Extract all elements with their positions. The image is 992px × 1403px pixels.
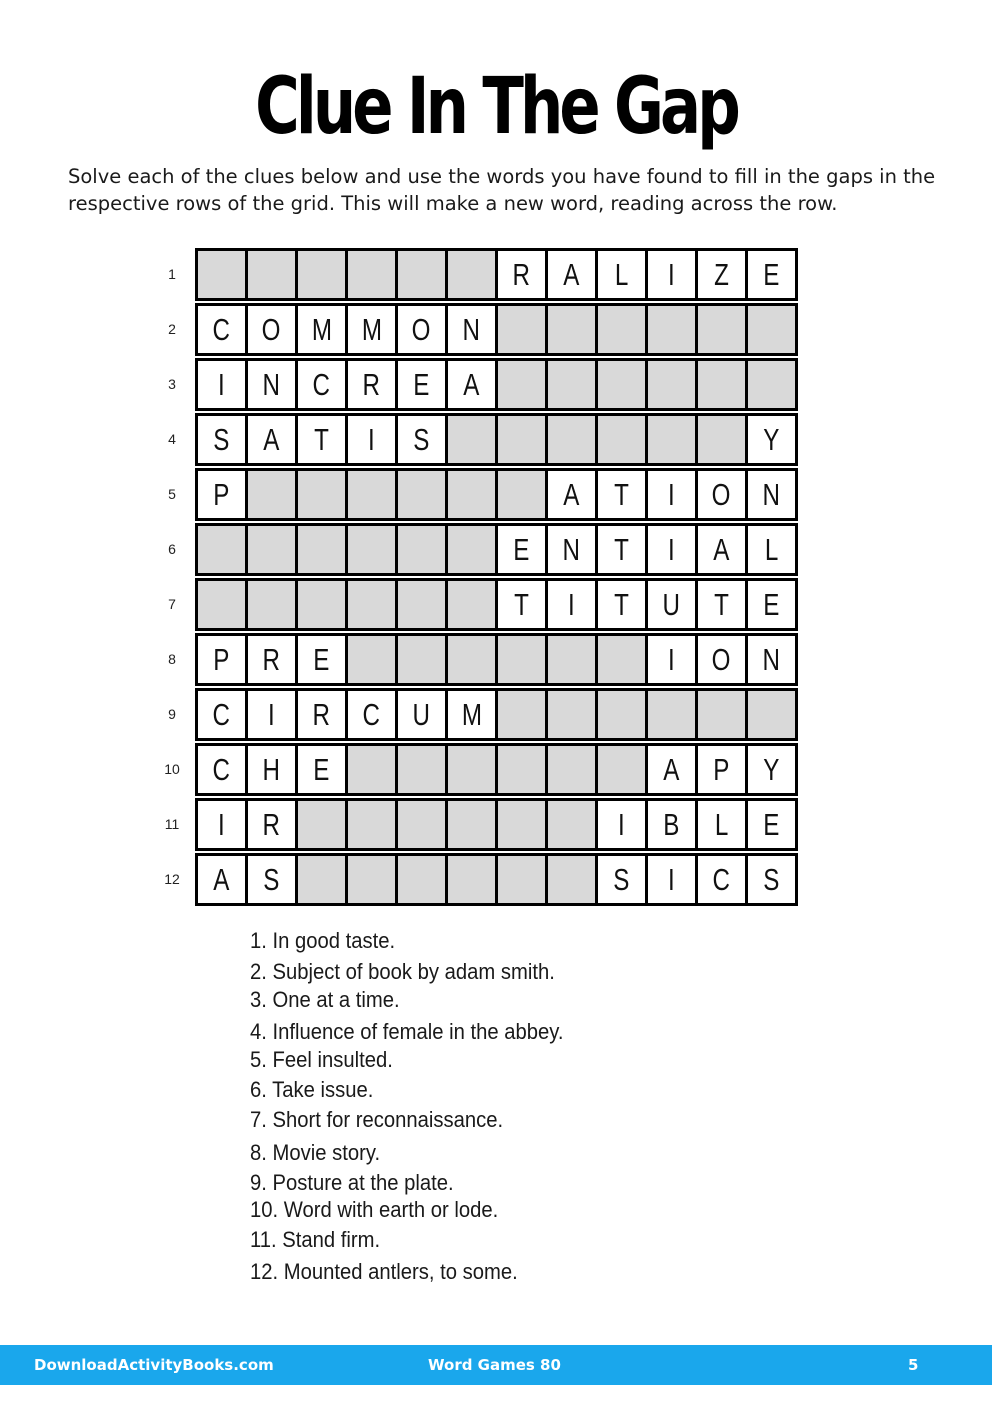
grid-cell-blank[interactable] — [395, 248, 448, 301]
grid-cell-text: Y — [763, 751, 780, 787]
grid-cell-letter — [245, 358, 298, 411]
grid-cell-blank[interactable] — [495, 743, 548, 796]
grid-cell-text: C — [212, 696, 231, 732]
grid-cell-letter — [695, 633, 748, 686]
grid-cell-letter — [645, 743, 698, 796]
footer-page-number: 5 — [908, 1356, 919, 1374]
grid-cell-letter — [295, 303, 348, 356]
grid-cell-blank[interactable] — [695, 688, 748, 741]
grid-cell-blank[interactable] — [495, 303, 548, 356]
grid-cell-blank[interactable] — [445, 743, 498, 796]
grid-cell-blank[interactable] — [195, 248, 248, 301]
grid-cell-blank[interactable] — [345, 633, 398, 686]
grid-cell-text: A — [563, 256, 580, 292]
grid-cell-text: S — [413, 421, 430, 457]
clue-item — [250, 1197, 520, 1223]
grid-cell-letter — [595, 248, 648, 301]
grid-cell-text: A — [663, 751, 680, 787]
grid-cell-text: R — [512, 256, 531, 292]
grid-cell-letter — [395, 413, 448, 466]
grid-cell-letter — [695, 853, 748, 906]
clue-text: 11. Stand firm. — [250, 1227, 381, 1252]
grid-cell-letter — [595, 853, 648, 906]
grid-cell-text: C — [362, 696, 381, 732]
grid-cell-letter — [695, 578, 748, 631]
grid-cell-text: T — [514, 586, 529, 622]
grid-cell-text: C — [712, 861, 731, 897]
grid-cell-blank[interactable] — [345, 853, 398, 906]
grid-cell-text: I — [368, 421, 375, 457]
grid-cell-text: I — [618, 806, 625, 842]
grid-cell-letter — [645, 798, 698, 851]
grid-cell-text: S — [763, 861, 780, 897]
grid-cell-text: M — [361, 311, 382, 347]
grid-cell-text: C — [312, 366, 331, 402]
grid-cell-blank[interactable] — [295, 798, 348, 851]
grid-cell-letter — [245, 853, 298, 906]
grid-cell-letter — [395, 688, 448, 741]
grid-cell-text: A — [563, 476, 580, 512]
row-number: 9 — [168, 706, 176, 722]
row-number: 3 — [168, 376, 176, 392]
grid-cell-blank[interactable] — [345, 743, 398, 796]
grid-cell-blank[interactable] — [495, 468, 548, 521]
clue-text: 5. Feel insulted. — [250, 1047, 393, 1072]
grid-cell-blank[interactable] — [495, 853, 548, 906]
grid-cell-letter — [295, 633, 348, 686]
grid-cell-text: R — [362, 366, 381, 402]
row-number: 10 — [164, 761, 180, 777]
grid-cell-letter — [195, 413, 248, 466]
footer-site-link[interactable]: DownloadActivityBooks.com — [34, 1356, 274, 1374]
grid-cell-blank[interactable] — [645, 303, 698, 356]
grid-cell-letter — [245, 743, 298, 796]
grid-cell-letter — [445, 688, 498, 741]
grid-cell-letter — [595, 578, 648, 631]
grid-cell-text: U — [662, 586, 681, 622]
grid-cell-letter — [745, 798, 798, 851]
grid-cell-blank[interactable] — [395, 523, 448, 576]
grid-cell-text: I — [568, 586, 575, 622]
grid-cell-blank[interactable] — [595, 413, 648, 466]
grid-cell-letter — [645, 468, 698, 521]
grid-cell-letter — [645, 633, 698, 686]
grid-cell-text: T — [614, 476, 629, 512]
grid-cell-blank[interactable] — [495, 798, 548, 851]
grid-cell-blank[interactable] — [495, 358, 548, 411]
grid-cell-text: A — [263, 421, 280, 457]
grid-cell-text: R — [262, 806, 281, 842]
grid-cell-letter — [245, 413, 298, 466]
grid-cell-blank[interactable] — [745, 358, 798, 411]
grid-cell-letter — [745, 523, 798, 576]
grid-cell-blank[interactable] — [645, 358, 698, 411]
grid-cell-text: E — [413, 366, 430, 402]
grid-cell-text: O — [712, 641, 731, 677]
grid-cell-text: E — [513, 531, 530, 567]
row-number: 7 — [168, 596, 176, 612]
grid-cell-letter — [695, 798, 748, 851]
clue-text: 9. Posture at the plate. — [250, 1170, 454, 1195]
grid-cell-letter — [195, 853, 248, 906]
clue-item — [250, 1140, 391, 1166]
page-title: Clue In The Gap — [255, 62, 737, 152]
grid-cell-blank[interactable] — [545, 743, 598, 796]
grid-cell-letter — [445, 358, 498, 411]
row-number: 6 — [168, 541, 176, 557]
grid-cell-blank[interactable] — [445, 853, 498, 906]
grid-cell-text: O — [712, 476, 731, 512]
grid-cell-letter — [445, 303, 498, 356]
grid-cell-letter — [495, 248, 548, 301]
grid-cell-blank[interactable] — [445, 578, 498, 631]
clue-item — [250, 1077, 384, 1103]
grid-cell-letter — [295, 688, 348, 741]
grid-cell-blank[interactable] — [345, 523, 398, 576]
grid-cell-text: I — [218, 366, 225, 402]
grid-cell-blank[interactable] — [395, 468, 448, 521]
grid-cell-letter — [595, 468, 648, 521]
grid-cell-blank[interactable] — [195, 578, 248, 631]
grid-cell-blank[interactable] — [545, 688, 598, 741]
grid-cell-text: N — [462, 311, 481, 347]
grid-cell-text: R — [312, 696, 331, 732]
grid-cell-letter — [745, 248, 798, 301]
clue-item — [250, 1259, 541, 1285]
grid-cell-letter — [545, 468, 598, 521]
clue-item — [250, 1170, 471, 1196]
grid-cell-letter — [245, 688, 298, 741]
grid-cell-text: P — [713, 751, 730, 787]
grid-cell-blank[interactable] — [395, 633, 448, 686]
row-number: 2 — [168, 321, 176, 337]
grid-cell-letter — [295, 358, 348, 411]
grid-cell-text: B — [663, 806, 680, 842]
grid-cell-blank[interactable] — [445, 468, 498, 521]
grid-cell-letter — [595, 798, 648, 851]
grid-cell-letter — [195, 633, 248, 686]
grid-cell-letter — [195, 303, 248, 356]
grid-cell-letter — [195, 358, 248, 411]
grid-cell-text: R — [262, 641, 281, 677]
grid-cell-blank[interactable] — [445, 248, 498, 301]
grid-cell-text: P — [213, 476, 230, 512]
grid-cell-blank[interactable] — [545, 413, 598, 466]
grid-cell-letter — [745, 413, 798, 466]
row-number: 8 — [168, 651, 176, 667]
grid-cell-blank[interactable] — [395, 743, 448, 796]
grid-cell-blank[interactable] — [445, 413, 498, 466]
grid-cell-blank[interactable] — [745, 688, 798, 741]
grid-cell-blank[interactable] — [295, 523, 348, 576]
grid-cell-blank[interactable] — [395, 798, 448, 851]
grid-cell-letter — [545, 578, 598, 631]
grid-cell-text: Y — [763, 421, 780, 457]
clue-text: 7. Short for reconnaissance. — [250, 1107, 504, 1132]
grid-cell-letter — [645, 523, 698, 576]
clue-text: 3. One at a time. — [250, 987, 400, 1012]
grid-cell-letter — [745, 743, 798, 796]
grid-cell-text: E — [763, 586, 780, 622]
grid-cell-blank[interactable] — [445, 633, 498, 686]
grid-cell-letter — [745, 853, 798, 906]
grid-cell-letter — [195, 743, 248, 796]
clue-text: 8. Movie story. — [250, 1140, 381, 1165]
grid-cell-text: N — [262, 366, 281, 402]
grid-cell-blank[interactable] — [345, 578, 398, 631]
grid-cell-text: E — [313, 641, 330, 677]
grid-cell-blank[interactable] — [345, 468, 398, 521]
clue-item — [250, 959, 581, 985]
clue-text: 4. Influence of female in the abbey. — [250, 1019, 564, 1044]
grid-cell-letter — [745, 578, 798, 631]
clue-item — [250, 1227, 391, 1253]
grid-cell-blank[interactable] — [295, 248, 348, 301]
footer-bar — [0, 1345, 992, 1385]
grid-cell-letter — [345, 358, 398, 411]
clue-text: 1. In good taste. — [250, 928, 396, 953]
grid-cell-blank[interactable] — [745, 303, 798, 356]
grid-cell-blank[interactable] — [245, 468, 298, 521]
grid-cell-text: T — [614, 586, 629, 622]
grid-cell-letter — [645, 578, 698, 631]
grid-cell-blank[interactable] — [545, 798, 598, 851]
grid-cell-blank[interactable] — [695, 303, 748, 356]
grid-cell-blank[interactable] — [495, 688, 548, 741]
grid-cell-text: A — [713, 531, 730, 567]
grid-cell-text: N — [762, 476, 781, 512]
grid-cell-blank[interactable] — [445, 798, 498, 851]
grid-cell-text: O — [262, 311, 281, 347]
grid-cell-blank[interactable] — [345, 248, 398, 301]
clue-item — [250, 1107, 525, 1133]
grid-cell-blank[interactable] — [495, 633, 548, 686]
grid-cell-letter — [395, 303, 448, 356]
grid-cell-text: L — [614, 256, 629, 292]
grid-cell-letter — [245, 303, 298, 356]
grid-cell-blank[interactable] — [595, 633, 648, 686]
grid-cell-text: I — [668, 256, 675, 292]
grid-cell-text: T — [714, 586, 729, 622]
instructions-text: Solve each of the clues below and use the words you have found to fill in the gaps in the respective rows of the grid. This will make a new word, reading across the row. — [68, 165, 936, 215]
grid-cell-text: M — [461, 696, 482, 732]
grid-cell-text: C — [212, 311, 231, 347]
grid-cell-letter — [745, 633, 798, 686]
grid-cell-text: N — [562, 531, 581, 567]
clue-item — [250, 987, 413, 1013]
grid-cell-text: E — [763, 256, 780, 292]
row-number: 1 — [168, 266, 176, 282]
clue-item — [250, 928, 408, 954]
grid-cell-letter — [245, 633, 298, 686]
puzzle-grid — [195, 248, 798, 908]
grid-cell-letter — [395, 358, 448, 411]
grid-cell-text: E — [763, 806, 780, 842]
grid-cell-letter — [295, 743, 348, 796]
grid-cell-blank[interactable] — [295, 853, 348, 906]
grid-cell-blank[interactable] — [395, 578, 448, 631]
grid-cell-blank[interactable] — [295, 468, 348, 521]
grid-cell-text: N — [762, 641, 781, 677]
clue-text: 2. Subject of book by adam smith. — [250, 959, 555, 984]
row-number: 11 — [164, 816, 180, 832]
grid-cell-letter — [295, 413, 348, 466]
grid-cell-text: T — [314, 421, 329, 457]
grid-cell-text: S — [263, 861, 280, 897]
grid-cell-text: I — [668, 531, 675, 567]
grid-cell-blank[interactable] — [595, 688, 648, 741]
grid-cell-blank[interactable] — [595, 303, 648, 356]
clue-text: 10. Word with earth or lode. — [250, 1197, 499, 1222]
grid-cell-blank[interactable] — [295, 578, 348, 631]
row-number: 12 — [164, 871, 180, 887]
grid-cell-blank[interactable] — [645, 688, 698, 741]
grid-cell-text: O — [412, 311, 431, 347]
grid-cell-text: I — [668, 861, 675, 897]
grid-cell-letter — [195, 468, 248, 521]
grid-cell-letter — [645, 853, 698, 906]
grid-cell-letter — [195, 798, 248, 851]
grid-cell-blank[interactable] — [645, 413, 698, 466]
grid-cell-text: S — [213, 421, 230, 457]
grid-cell-text: I — [268, 696, 275, 732]
grid-cell-text: S — [613, 861, 630, 897]
grid-cell-text: U — [412, 696, 431, 732]
footer-book-title: Word Games 80 — [428, 1356, 561, 1374]
grid-cell-blank[interactable] — [695, 413, 748, 466]
clue-text: 12. Mounted antlers, to some. — [250, 1259, 518, 1284]
grid-cell-blank[interactable] — [545, 358, 598, 411]
grid-cell-text: M — [311, 311, 332, 347]
grid-cell-blank[interactable] — [245, 578, 298, 631]
grid-cell-blank[interactable] — [545, 633, 598, 686]
grid-cell-blank[interactable] — [245, 248, 298, 301]
grid-cell-letter — [695, 743, 748, 796]
row-number: 5 — [168, 486, 176, 502]
grid-cell-text: L — [764, 531, 779, 567]
grid-cell-letter — [545, 248, 598, 301]
grid-cell-blank[interactable] — [245, 523, 298, 576]
clue-item — [250, 1047, 405, 1073]
grid-cell-blank[interactable] — [595, 743, 648, 796]
grid-cell-letter — [345, 303, 398, 356]
grid-cell-text: T — [614, 531, 629, 567]
grid-cell-letter — [245, 798, 298, 851]
grid-cell-text: I — [218, 806, 225, 842]
grid-cell-blank[interactable] — [545, 853, 598, 906]
grid-cell-text: Z — [714, 256, 729, 292]
grid-cell-letter — [195, 688, 248, 741]
grid-cell-blank[interactable] — [395, 853, 448, 906]
grid-cell-text: I — [668, 476, 675, 512]
grid-cell-blank[interactable] — [595, 358, 648, 411]
grid-cell-letter — [745, 468, 798, 521]
grid-cell-blank[interactable] — [495, 413, 548, 466]
grid-cell-letter — [345, 413, 398, 466]
grid-cell-text: P — [213, 641, 230, 677]
grid-cell-letter — [695, 248, 748, 301]
grid-cell-blank[interactable] — [345, 798, 398, 851]
grid-cell-text: L — [714, 806, 729, 842]
grid-cell-letter — [645, 248, 698, 301]
grid-cell-text: E — [313, 751, 330, 787]
grid-cell-letter — [695, 468, 748, 521]
grid-cell-letter — [495, 523, 548, 576]
clue-text: 6. Take issue. — [250, 1077, 374, 1102]
grid-cell-text: C — [212, 751, 231, 787]
grid-cell-text: A — [463, 366, 480, 402]
grid-cell-letter — [495, 578, 548, 631]
grid-cell-blank[interactable] — [545, 303, 598, 356]
clue-item — [250, 1019, 591, 1045]
grid-cell-letter — [595, 523, 648, 576]
grid-cell-blank[interactable] — [195, 523, 248, 576]
grid-cell-letter — [695, 523, 748, 576]
grid-cell-text: A — [213, 861, 230, 897]
row-number: 4 — [168, 431, 176, 447]
grid-cell-blank[interactable] — [445, 523, 498, 576]
grid-cell-text: H — [262, 751, 281, 787]
grid-cell-letter — [545, 523, 598, 576]
grid-cell-letter — [345, 688, 398, 741]
grid-cell-text: I — [668, 641, 675, 677]
grid-cell-blank[interactable] — [695, 358, 748, 411]
